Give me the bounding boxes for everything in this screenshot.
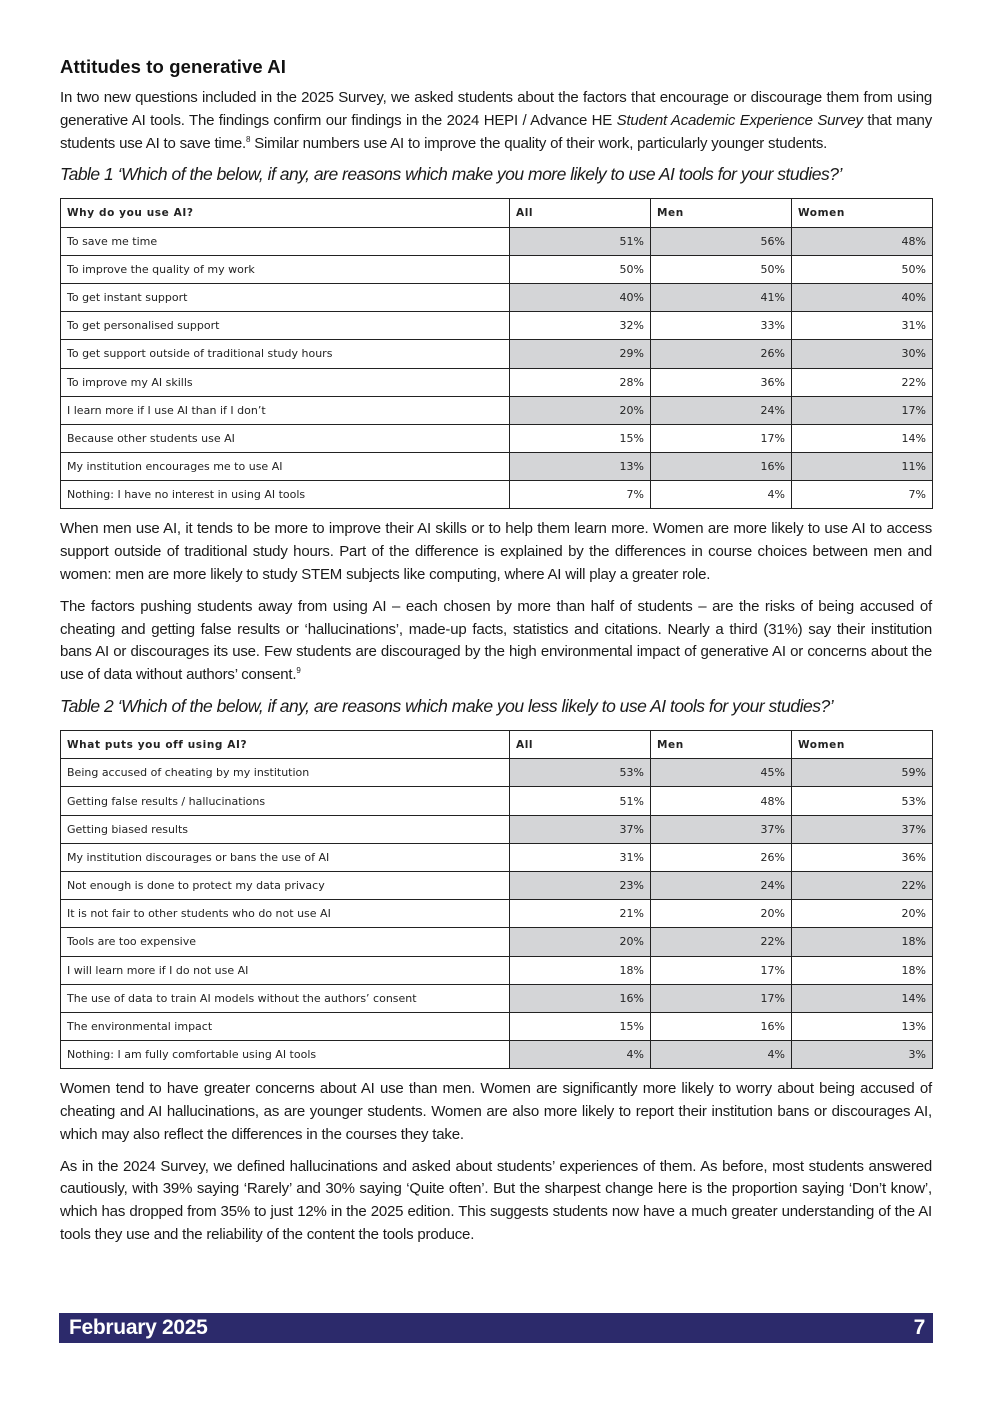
table-row [61,340,933,368]
table-row [61,396,933,424]
row-label: Being accused of cheating by my institution [61,759,510,787]
cell-men: 45% [651,759,792,787]
paragraph-women-concerns: Women tend to have greater concerns about AI use than men. Women are significantly more likely to worry about being accused of cheating and AI hallucinations, as are younger students. Women are also more likely to report their institution bans or discourages AI, which may also reflect the differences in the courses they take. [60,1080,932,1143]
table-row [61,227,933,255]
cell-all: 50% [510,255,651,283]
table1-reasons-to-use-ai [60,198,933,509]
cell-all: 15% [510,1012,651,1040]
cell-all: 53% [510,759,651,787]
page-number: 7 [913,1316,925,1339]
cell-women: 20% [792,900,933,928]
paragraph-gender-differences: When men use AI, it tends to be more to improve their AI skills or to help them learn more. Women are more likely to use AI to access support outside of traditional study hours. Part of the difference is explained by the differences in course choices between men and women: men are more likely to study STEM subjects like computing, where AI will play a greater role. [60,520,932,584]
cell-women: 13% [792,1012,933,1040]
table-row [61,1012,933,1040]
footnote-ref-8[interactable]: 8 [245,134,251,144]
cell-men: 26% [651,843,792,871]
header-women: Women [792,731,933,759]
cell-women: 14% [792,424,933,452]
table-row [61,787,933,815]
row-label: The use of data to train AI models without the authors’ consent [61,984,510,1012]
table-row [61,843,933,871]
intro-paragraph [60,87,932,155]
intro-text-2: that many students use AI to save time. [60,111,932,152]
row-label: To save me time [61,227,510,255]
intro-text-1: In two new questions included in the 2025 Survey, we asked students about the factors that encourage or discourage them from using generative AI tools. The findings confirm our findings in the 2024 HEPI / Advance HE [60,89,932,129]
row-label: My institution discourages or bans the use of AI [61,843,510,871]
row-label: I learn more if I use AI than if I don’t [61,396,510,424]
table-row [61,283,933,311]
cell-men: 37% [651,815,792,843]
header-question: Why do you use AI? [61,199,510,227]
cell-all: 20% [510,396,651,424]
cell-women: 3% [792,1041,933,1069]
cell-men: 33% [651,312,792,340]
cell-men: 4% [651,1041,792,1069]
cell-all: 18% [510,956,651,984]
cell-all: 40% [510,283,651,311]
cell-men: 16% [651,453,792,481]
table-row [61,312,933,340]
table-row [61,1041,933,1069]
cell-women: 37% [792,815,933,843]
table-row [61,815,933,843]
row-label: To get support outside of traditional study hours [61,340,510,368]
row-label: I will learn more if I do not use AI [61,956,510,984]
cell-women: 17% [792,396,933,424]
cell-women: 59% [792,759,933,787]
table-row [61,871,933,899]
cell-men: 16% [651,1012,792,1040]
table2-reasons-to-avoid-ai [60,730,933,1069]
row-label: To get personalised support [61,312,510,340]
row-label: My institution encourages me to use AI [61,453,510,481]
cell-women: 31% [792,312,933,340]
table-row [61,900,933,928]
table-row [61,984,933,1012]
survey-title-italic: Student Academic Experience Survey [616,111,863,129]
row-label: To get instant support [61,283,510,311]
cell-men: 4% [651,481,792,509]
cell-men: 20% [651,900,792,928]
cell-all: 23% [510,871,651,899]
table-row [61,424,933,452]
cell-women: 53% [792,787,933,815]
cell-all: 4% [510,1041,651,1069]
table-row [61,928,933,956]
cell-men: 24% [651,871,792,899]
header-men: Men [651,199,792,227]
section-title: Attitudes to generative AI [60,56,286,77]
cell-women: 30% [792,340,933,368]
header-question: What puts you off using AI? [61,731,510,759]
header-all: All [510,731,651,759]
cell-all: 15% [510,424,651,452]
cell-all: 37% [510,815,651,843]
cell-all: 51% [510,787,651,815]
row-label: Because other students use AI [61,424,510,452]
factors-text: The factors pushing students away from using AI – each chosen by more than half of students – are the risks of being accused of cheating and getting false results or ‘hallucinations’, made-up facts, statistics and citations. Nearly a third (31%) say their institution bans AI or discourages its use. Few students are discouraged by the high environmental impact of generative AI or concerns about the use of data without authors’ consent. [60,597,932,684]
footer-date: February 2025 [69,1316,208,1339]
cell-women: 48% [792,227,933,255]
cell-all: 32% [510,312,651,340]
cell-men: 36% [651,368,792,396]
row-label: The environmental impact [61,1012,510,1040]
table1-caption: Table 1 ‘Which of the below, if any, are reasons which make you more likely to use AI tools for your studies?’ [60,164,842,185]
table-header-row [61,731,933,759]
paragraph-hallucinations: As in the 2024 Survey, we defined hallucinations and asked about students’ experiences of them. As before, most students answered cautiously, with 39% saying ‘Rarely’ and 30% saying ‘Quite often’. But the sharpest change here is the proportion saying ‘Don’t know’, which has dropped from 35% to just 12% in the 2025 edition. This suggests students now have a much greater understanding of the AI tools they use and the reliability of the content the tools produce. [60,1157,932,1244]
cell-men: 17% [651,956,792,984]
cell-all: 7% [510,481,651,509]
cell-all: 13% [510,453,651,481]
cell-women: 36% [792,843,933,871]
intro-text-3: Similar numbers use AI to improve the quality of their work, particularly younger students. [250,134,828,152]
cell-women: 14% [792,984,933,1012]
cell-women: 22% [792,871,933,899]
footnote-ref-9[interactable]: 9 [296,666,301,676]
row-label: Nothing: I am fully comfortable using AI tools [61,1041,510,1069]
page-footer [59,1313,933,1343]
table-row [61,453,933,481]
cell-men: 56% [651,227,792,255]
table2-caption: Table 2 ‘Which of the below, if any, are reasons which make you less likely to use AI tools for your studies?’ [60,696,834,717]
cell-all: 20% [510,928,651,956]
cell-all: 21% [510,900,651,928]
table-row [61,368,933,396]
row-label: Getting false results / hallucinations [61,787,510,815]
table-row [61,759,933,787]
table-row [61,255,933,283]
table-row [61,481,933,509]
cell-men: 17% [651,984,792,1012]
cell-women: 50% [792,255,933,283]
cell-all: 31% [510,843,651,871]
row-label: Tools are too expensive [61,928,510,956]
cell-women: 18% [792,956,933,984]
page-content [60,56,932,1256]
cell-men: 17% [651,424,792,452]
cell-women: 7% [792,481,933,509]
cell-women: 11% [792,453,933,481]
cell-women: 18% [792,928,933,956]
paragraph-factors-away [60,596,932,687]
cell-men: 50% [651,255,792,283]
header-all: All [510,199,651,227]
cell-all: 29% [510,340,651,368]
row-label: To improve my AI skills [61,368,510,396]
table-header-row [61,199,933,227]
row-label: To improve the quality of my work [61,255,510,283]
cell-women: 40% [792,283,933,311]
cell-men: 41% [651,283,792,311]
table-row [61,956,933,984]
cell-men: 24% [651,396,792,424]
cell-men: 22% [651,928,792,956]
cell-men: 26% [651,340,792,368]
cell-all: 51% [510,227,651,255]
header-men: Men [651,731,792,759]
cell-all: 16% [510,984,651,1012]
cell-women: 22% [792,368,933,396]
header-women: Women [792,199,933,227]
row-label: Nothing: I have no interest in using AI tools [61,481,510,509]
cell-all: 28% [510,368,651,396]
cell-men: 48% [651,787,792,815]
row-label: It is not fair to other students who do not use AI [61,900,510,928]
row-label: Getting biased results [61,815,510,843]
row-label: Not enough is done to protect my data privacy [61,871,510,899]
